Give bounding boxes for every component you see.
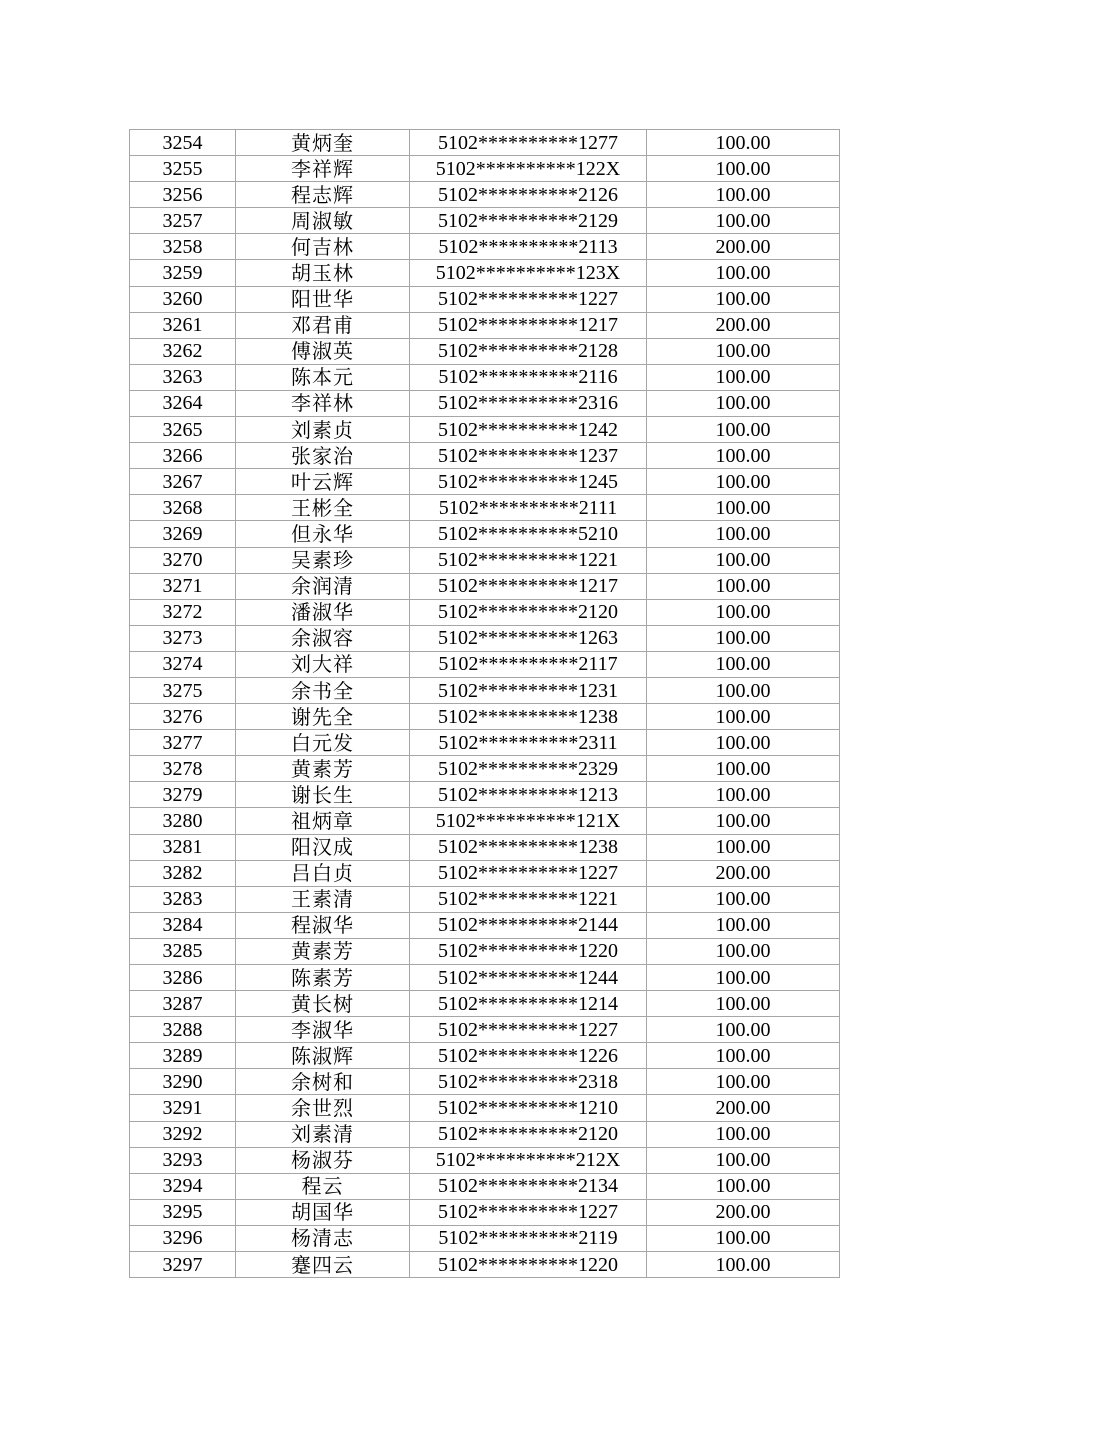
id-number-cell: 5102**********2116 xyxy=(410,364,647,390)
id-number-cell: 5102**********1221 xyxy=(410,547,647,573)
table-row xyxy=(130,469,840,495)
amount-cell: 100.00 xyxy=(647,417,840,443)
table-row xyxy=(130,260,840,286)
amount-cell: 100.00 xyxy=(647,182,840,208)
id-number-cell: 5102**********1227 xyxy=(410,860,647,886)
id-number-cell: 5102**********123X xyxy=(410,260,647,286)
amount-cell: 100.00 xyxy=(647,704,840,730)
row-number-cell: 3276 xyxy=(130,704,236,730)
id-number-cell: 5102**********1220 xyxy=(410,938,647,964)
name-cell: 陈淑辉 xyxy=(236,1043,410,1069)
id-number-cell: 5102**********2128 xyxy=(410,338,647,364)
row-number-cell: 3259 xyxy=(130,260,236,286)
table-row xyxy=(130,886,840,912)
name-cell: 程云 xyxy=(236,1173,410,1199)
name-cell: 李祥辉 xyxy=(236,156,410,182)
row-number-cell: 3293 xyxy=(130,1147,236,1173)
amount-cell: 100.00 xyxy=(647,965,840,991)
row-number-cell: 3283 xyxy=(130,886,236,912)
name-cell: 谢先全 xyxy=(236,704,410,730)
name-cell: 李淑华 xyxy=(236,1017,410,1043)
name-cell: 邓君甫 xyxy=(236,312,410,338)
amount-cell: 100.00 xyxy=(647,1252,840,1278)
table-row xyxy=(130,208,840,234)
id-number-cell: 5102**********122X xyxy=(410,156,647,182)
amount-cell: 100.00 xyxy=(647,1225,840,1251)
row-number-cell: 3275 xyxy=(130,677,236,703)
name-cell: 黄素芳 xyxy=(236,756,410,782)
id-number-cell: 5102**********2311 xyxy=(410,730,647,756)
row-number-cell: 3281 xyxy=(130,834,236,860)
row-number-cell: 3254 xyxy=(130,130,236,156)
id-number-cell: 5102**********1217 xyxy=(410,573,647,599)
table-row xyxy=(130,1043,840,1069)
row-number-cell: 3263 xyxy=(130,364,236,390)
row-number-cell: 3260 xyxy=(130,286,236,312)
row-number-cell: 3265 xyxy=(130,417,236,443)
id-number-cell: 5102**********2120 xyxy=(410,1121,647,1147)
table-row xyxy=(130,182,840,208)
amount-cell: 100.00 xyxy=(647,1121,840,1147)
table-row xyxy=(130,782,840,808)
amount-cell: 100.00 xyxy=(647,260,840,286)
row-number-cell: 3296 xyxy=(130,1225,236,1251)
table-row xyxy=(130,417,840,443)
id-number-cell: 5102**********1213 xyxy=(410,782,647,808)
amount-cell: 100.00 xyxy=(647,938,840,964)
amount-cell: 100.00 xyxy=(647,130,840,156)
id-number-cell: 5102**********2329 xyxy=(410,756,647,782)
name-cell: 周淑敏 xyxy=(236,208,410,234)
table-row xyxy=(130,599,840,625)
name-cell: 但永华 xyxy=(236,521,410,547)
name-cell: 阳世华 xyxy=(236,286,410,312)
amount-cell: 100.00 xyxy=(647,1043,840,1069)
row-number-cell: 3267 xyxy=(130,469,236,495)
amount-cell: 100.00 xyxy=(647,156,840,182)
row-number-cell: 3279 xyxy=(130,782,236,808)
name-cell: 余世烈 xyxy=(236,1095,410,1121)
table-row xyxy=(130,730,840,756)
row-number-cell: 3268 xyxy=(130,495,236,521)
amount-cell: 100.00 xyxy=(647,547,840,573)
table-row xyxy=(130,1252,840,1278)
id-number-cell: 5102**********2316 xyxy=(410,390,647,416)
row-number-cell: 3277 xyxy=(130,730,236,756)
id-number-cell: 5102**********1231 xyxy=(410,677,647,703)
table-row xyxy=(130,965,840,991)
table-row xyxy=(130,1173,840,1199)
name-cell: 刘素清 xyxy=(236,1121,410,1147)
row-number-cell: 3261 xyxy=(130,312,236,338)
id-number-cell: 5102**********2113 xyxy=(410,234,647,260)
amount-cell: 100.00 xyxy=(647,1147,840,1173)
roster-table-body xyxy=(130,130,840,1278)
id-number-cell: 5102**********1238 xyxy=(410,834,647,860)
table-row xyxy=(130,156,840,182)
table-row xyxy=(130,1017,840,1043)
name-cell: 陈本元 xyxy=(236,364,410,390)
row-number-cell: 3291 xyxy=(130,1095,236,1121)
name-cell: 程志辉 xyxy=(236,182,410,208)
row-number-cell: 3264 xyxy=(130,390,236,416)
name-cell: 胡玉林 xyxy=(236,260,410,286)
name-cell: 余润清 xyxy=(236,573,410,599)
table-row xyxy=(130,364,840,390)
name-cell: 杨清志 xyxy=(236,1225,410,1251)
name-cell: 刘大祥 xyxy=(236,651,410,677)
table-row xyxy=(130,573,840,599)
table-row xyxy=(130,1069,840,1095)
name-cell: 张家治 xyxy=(236,443,410,469)
row-number-cell: 3266 xyxy=(130,443,236,469)
table-row xyxy=(130,912,840,938)
table-row xyxy=(130,1199,840,1225)
id-number-cell: 5102**********121X xyxy=(410,808,647,834)
name-cell: 胡国华 xyxy=(236,1199,410,1225)
table-row xyxy=(130,286,840,312)
roster-table xyxy=(129,129,840,1278)
amount-cell: 200.00 xyxy=(647,234,840,260)
amount-cell: 100.00 xyxy=(647,469,840,495)
amount-cell: 100.00 xyxy=(647,599,840,625)
amount-cell: 100.00 xyxy=(647,443,840,469)
row-number-cell: 3295 xyxy=(130,1199,236,1225)
name-cell: 傅淑英 xyxy=(236,338,410,364)
id-number-cell: 5102**********2144 xyxy=(410,912,647,938)
table-row xyxy=(130,443,840,469)
table-row xyxy=(130,677,840,703)
id-number-cell: 5102**********1237 xyxy=(410,443,647,469)
row-number-cell: 3262 xyxy=(130,338,236,364)
id-number-cell: 5102**********1214 xyxy=(410,991,647,1017)
id-number-cell: 5102**********1210 xyxy=(410,1095,647,1121)
row-number-cell: 3257 xyxy=(130,208,236,234)
row-number-cell: 3258 xyxy=(130,234,236,260)
amount-cell: 100.00 xyxy=(647,677,840,703)
id-number-cell: 5102**********2111 xyxy=(410,495,647,521)
id-number-cell: 5102**********5210 xyxy=(410,521,647,547)
id-number-cell: 5102**********1227 xyxy=(410,286,647,312)
row-number-cell: 3288 xyxy=(130,1017,236,1043)
name-cell: 余书全 xyxy=(236,677,410,703)
row-number-cell: 3297 xyxy=(130,1252,236,1278)
id-number-cell: 5102**********2120 xyxy=(410,599,647,625)
table-row xyxy=(130,521,840,547)
id-number-cell: 5102**********1217 xyxy=(410,312,647,338)
amount-cell: 100.00 xyxy=(647,730,840,756)
amount-cell: 200.00 xyxy=(647,1199,840,1225)
name-cell: 谢长生 xyxy=(236,782,410,808)
id-number-cell: 5102**********2129 xyxy=(410,208,647,234)
row-number-cell: 3269 xyxy=(130,521,236,547)
name-cell: 吴素珍 xyxy=(236,547,410,573)
table-row xyxy=(130,834,840,860)
row-number-cell: 3274 xyxy=(130,651,236,677)
id-number-cell: 5102**********2318 xyxy=(410,1069,647,1095)
id-number-cell: 5102**********1245 xyxy=(410,469,647,495)
id-number-cell: 5102**********1227 xyxy=(410,1017,647,1043)
name-cell: 陈素芳 xyxy=(236,965,410,991)
amount-cell: 100.00 xyxy=(647,834,840,860)
row-number-cell: 3278 xyxy=(130,756,236,782)
table-row xyxy=(130,547,840,573)
row-number-cell: 3255 xyxy=(130,156,236,182)
table-row xyxy=(130,860,840,886)
row-number-cell: 3270 xyxy=(130,547,236,573)
id-number-cell: 5102**********1263 xyxy=(410,625,647,651)
table-row xyxy=(130,1095,840,1121)
amount-cell: 200.00 xyxy=(647,312,840,338)
name-cell: 余淑容 xyxy=(236,625,410,651)
row-number-cell: 3273 xyxy=(130,625,236,651)
id-number-cell: 5102**********1220 xyxy=(410,1252,647,1278)
table-row xyxy=(130,991,840,1017)
row-number-cell: 3286 xyxy=(130,965,236,991)
name-cell: 阳汉成 xyxy=(236,834,410,860)
name-cell: 潘淑华 xyxy=(236,599,410,625)
name-cell: 白元发 xyxy=(236,730,410,756)
amount-cell: 100.00 xyxy=(647,573,840,599)
id-number-cell: 5102**********2119 xyxy=(410,1225,647,1251)
id-number-cell: 5102**********1244 xyxy=(410,965,647,991)
table-row xyxy=(130,1121,840,1147)
amount-cell: 100.00 xyxy=(647,782,840,808)
id-number-cell: 5102**********2126 xyxy=(410,182,647,208)
table-row xyxy=(130,1225,840,1251)
amount-cell: 100.00 xyxy=(647,1069,840,1095)
amount-cell: 100.00 xyxy=(647,286,840,312)
amount-cell: 100.00 xyxy=(647,651,840,677)
table-row xyxy=(130,651,840,677)
amount-cell: 100.00 xyxy=(647,364,840,390)
table-row xyxy=(130,390,840,416)
table-row xyxy=(130,756,840,782)
id-number-cell: 5102**********212X xyxy=(410,1147,647,1173)
table-row xyxy=(130,130,840,156)
name-cell: 杨淑芬 xyxy=(236,1147,410,1173)
amount-cell: 100.00 xyxy=(647,1017,840,1043)
table-row xyxy=(130,495,840,521)
name-cell: 黄素芳 xyxy=(236,938,410,964)
amount-cell: 100.00 xyxy=(647,1173,840,1199)
table-row xyxy=(130,625,840,651)
row-number-cell: 3290 xyxy=(130,1069,236,1095)
row-number-cell: 3289 xyxy=(130,1043,236,1069)
row-number-cell: 3285 xyxy=(130,938,236,964)
amount-cell: 100.00 xyxy=(647,756,840,782)
id-number-cell: 5102**********2117 xyxy=(410,651,647,677)
amount-cell: 100.00 xyxy=(647,495,840,521)
row-number-cell: 3284 xyxy=(130,912,236,938)
amount-cell: 100.00 xyxy=(647,625,840,651)
name-cell: 何吉林 xyxy=(236,234,410,260)
name-cell: 蹇四云 xyxy=(236,1252,410,1278)
name-cell: 吕白贞 xyxy=(236,860,410,886)
amount-cell: 200.00 xyxy=(647,860,840,886)
id-number-cell: 5102**********1277 xyxy=(410,130,647,156)
row-number-cell: 3272 xyxy=(130,599,236,625)
name-cell: 黄炳奎 xyxy=(236,130,410,156)
name-cell: 王彬全 xyxy=(236,495,410,521)
row-number-cell: 3282 xyxy=(130,860,236,886)
amount-cell: 100.00 xyxy=(647,991,840,1017)
amount-cell: 100.00 xyxy=(647,390,840,416)
row-number-cell: 3271 xyxy=(130,573,236,599)
name-cell: 刘素贞 xyxy=(236,417,410,443)
id-number-cell: 5102**********1221 xyxy=(410,886,647,912)
id-number-cell: 5102**********2134 xyxy=(410,1173,647,1199)
name-cell: 余树和 xyxy=(236,1069,410,1095)
name-cell: 程淑华 xyxy=(236,912,410,938)
name-cell: 叶云辉 xyxy=(236,469,410,495)
table-row xyxy=(130,338,840,364)
amount-cell: 100.00 xyxy=(647,912,840,938)
name-cell: 祖炳章 xyxy=(236,808,410,834)
row-number-cell: 3292 xyxy=(130,1121,236,1147)
table-row xyxy=(130,938,840,964)
amount-cell: 100.00 xyxy=(647,338,840,364)
amount-cell: 100.00 xyxy=(647,208,840,234)
row-number-cell: 3287 xyxy=(130,991,236,1017)
id-number-cell: 5102**********1226 xyxy=(410,1043,647,1069)
table-row xyxy=(130,234,840,260)
table-row xyxy=(130,312,840,338)
row-number-cell: 3294 xyxy=(130,1173,236,1199)
amount-cell: 100.00 xyxy=(647,886,840,912)
row-number-cell: 3280 xyxy=(130,808,236,834)
id-number-cell: 5102**********1238 xyxy=(410,704,647,730)
table-row xyxy=(130,808,840,834)
name-cell: 李祥林 xyxy=(236,390,410,416)
amount-cell: 200.00 xyxy=(647,1095,840,1121)
amount-cell: 100.00 xyxy=(647,808,840,834)
table-row xyxy=(130,704,840,730)
table-row xyxy=(130,1147,840,1173)
name-cell: 王素清 xyxy=(236,886,410,912)
name-cell: 黄长树 xyxy=(236,991,410,1017)
row-number-cell: 3256 xyxy=(130,182,236,208)
id-number-cell: 5102**********1242 xyxy=(410,417,647,443)
id-number-cell: 5102**********1227 xyxy=(410,1199,647,1225)
amount-cell: 100.00 xyxy=(647,521,840,547)
